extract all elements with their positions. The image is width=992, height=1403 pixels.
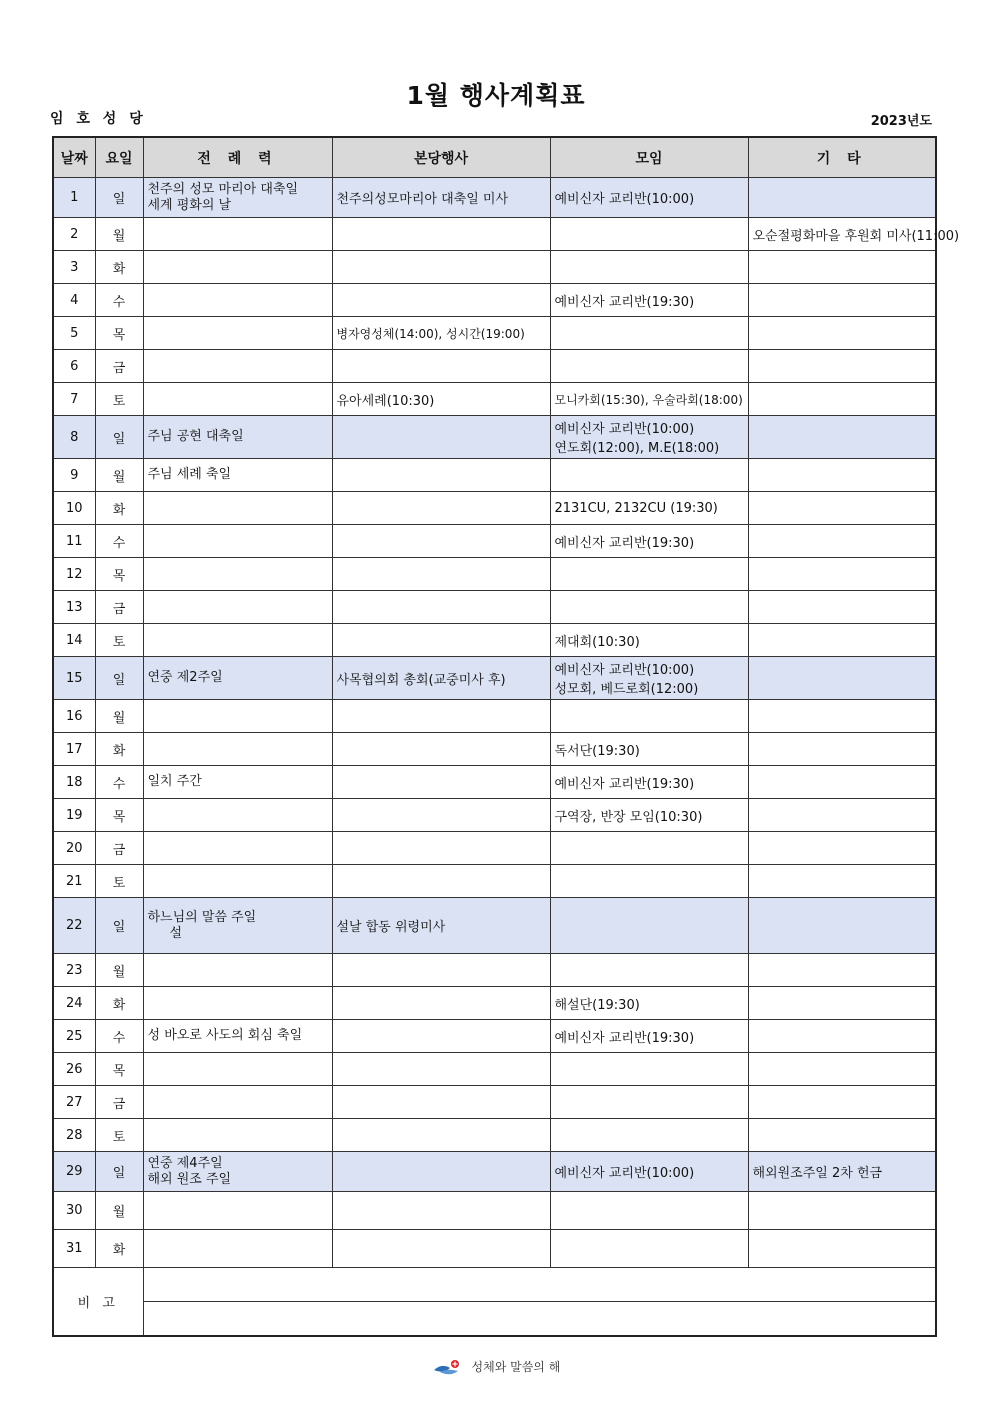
parish-event-cell — [332, 558, 550, 591]
table-row — [53, 1192, 936, 1230]
etc-cell — [748, 1119, 936, 1152]
cell-line: 모니카회(15:30), 우술라회(18:00) — [554, 392, 743, 407]
col-header-date: 날짜 — [53, 137, 95, 178]
parish-event-cell — [332, 218, 550, 251]
table-row — [53, 657, 936, 700]
weekday-cell: 금 — [95, 591, 143, 624]
etc-cell — [748, 733, 936, 766]
liturgy-cell — [143, 1230, 332, 1268]
date-cell: 19 — [53, 799, 95, 832]
etc-cell: 해외원조주일 2차 헌금 — [748, 1152, 936, 1192]
cell-line: 예비신자 교리반(19:30) — [554, 294, 695, 310]
table-row — [53, 459, 936, 492]
parish-event-cell — [332, 1086, 550, 1119]
cell-line: 성 바오로 사도의 회심 축일 — [147, 1028, 303, 1043]
schedule-table — [52, 136, 960, 1337]
etc-cell — [748, 832, 936, 865]
weekday-cell: 화 — [95, 492, 143, 525]
meeting-cell — [550, 733, 748, 766]
table-row — [53, 350, 936, 383]
cell-line: 해외 원조 주일 — [147, 1171, 232, 1187]
etc-cell — [748, 558, 936, 591]
cell-line: 독서단(19:30) — [554, 743, 640, 759]
meeting-cell — [550, 700, 748, 733]
cell-line: 예비신자 교리반(19:30) — [554, 776, 695, 792]
liturgy-cell — [143, 178, 332, 218]
page-title: 1월 행사계획표 — [406, 81, 586, 110]
date-cell: 11 — [53, 525, 95, 558]
liturgy-cell — [143, 284, 332, 317]
meeting-cell — [550, 350, 748, 383]
meeting-cell — [550, 218, 748, 251]
meeting-cell — [550, 251, 748, 284]
liturgy-cell — [143, 700, 332, 733]
date-cell: 17 — [53, 733, 95, 766]
weekday-cell: 일 — [95, 178, 143, 218]
date-cell: 10 — [53, 492, 95, 525]
year-label: 2023년도 — [870, 114, 932, 129]
liturgy-cell — [143, 865, 332, 898]
parish-event-cell — [332, 624, 550, 657]
remarks-label: 비 고 — [53, 1268, 143, 1336]
date-cell: 21 — [53, 865, 95, 898]
cell-line: 연중 제2주일 — [147, 670, 223, 685]
meeting-cell — [550, 459, 748, 492]
date-cell: 1 — [53, 178, 95, 218]
liturgy-cell — [143, 218, 332, 251]
etc-cell — [748, 987, 936, 1020]
meeting-cell — [550, 558, 748, 591]
etc-cell — [748, 1086, 936, 1119]
parish-event-cell: 병자영성체(14:00), 성시간(19:00) — [332, 317, 550, 350]
date-cell: 22 — [53, 898, 95, 954]
weekday-cell: 금 — [95, 350, 143, 383]
table-row — [53, 383, 936, 416]
parish-event-cell — [332, 733, 550, 766]
parish-event-cell — [332, 525, 550, 558]
table-row — [53, 525, 936, 558]
liturgy-cell — [143, 832, 332, 865]
meeting-cell — [550, 954, 748, 987]
table-row — [53, 733, 936, 766]
liturgy-cell — [143, 1086, 332, 1119]
meeting-cell — [550, 865, 748, 898]
cell-line: 예비신자 교리반(19:30) — [554, 535, 695, 551]
cell-line: 주님 공현 대축일 — [147, 429, 244, 444]
weekday-cell: 목 — [95, 317, 143, 350]
weekday-cell: 화 — [95, 987, 143, 1020]
liturgy-cell — [143, 1020, 332, 1053]
table-row — [53, 1053, 936, 1086]
table-row — [53, 1020, 936, 1053]
meeting-cell — [550, 284, 748, 317]
weekday-cell: 금 — [95, 832, 143, 865]
meeting-cell — [550, 1086, 748, 1119]
liturgy-cell — [143, 987, 332, 1020]
cell-line: 세계 평화의 날 — [147, 197, 232, 213]
table-row — [53, 416, 936, 459]
table-row — [53, 766, 936, 799]
meeting-cell — [550, 657, 748, 700]
date-cell: 27 — [53, 1086, 95, 1119]
parish-event-cell: 천주의성모마리아 대축일 미사 — [332, 178, 550, 218]
schedule-body — [53, 178, 960, 1336]
date-cell: 12 — [53, 558, 95, 591]
date-cell: 9 — [53, 459, 95, 492]
liturgy-cell — [143, 459, 332, 492]
cell-line: 예비신자 교리반(19:30) — [554, 1030, 695, 1046]
weekday-cell: 월 — [95, 1192, 143, 1230]
liturgy-cell — [143, 383, 332, 416]
remarks-row — [53, 1302, 936, 1336]
dove-logo-icon — [432, 1359, 462, 1377]
liturgy-cell — [143, 766, 332, 799]
weekday-cell: 월 — [95, 459, 143, 492]
parish-event-cell — [332, 700, 550, 733]
parish-event-cell — [332, 1152, 550, 1192]
meeting-cell — [550, 1152, 748, 1192]
cell-line: 일치 주간 — [147, 774, 202, 789]
cell-line: 예비신자 교리반(10:00) — [554, 192, 695, 207]
liturgy-cell — [143, 898, 332, 954]
liturgy-cell — [143, 416, 332, 459]
cell-line: 제대회(10:30) — [554, 634, 640, 650]
cell-line: 해설단(19:30) — [554, 997, 640, 1013]
etc-cell — [748, 416, 936, 459]
weekday-cell: 목 — [95, 1053, 143, 1086]
date-cell: 16 — [53, 700, 95, 733]
parish-event-cell — [332, 1020, 550, 1053]
cell-line: 하느님의 말씀 주일 — [147, 909, 257, 925]
parish-event-cell — [332, 416, 550, 459]
date-cell: 28 — [53, 1119, 95, 1152]
liturgy-cell — [143, 799, 332, 832]
cell-line: 설 — [169, 925, 183, 941]
etc-cell — [748, 317, 936, 350]
parish-event-cell — [332, 766, 550, 799]
table-row — [53, 987, 936, 1020]
header-row — [53, 137, 936, 178]
weekday-cell: 월 — [95, 218, 143, 251]
table-row — [53, 1119, 936, 1152]
col-header-meeting: 모임 — [550, 137, 748, 178]
parish-event-cell — [332, 865, 550, 898]
etc-cell — [748, 1230, 936, 1268]
etc-cell — [748, 284, 936, 317]
date-cell: 29 — [53, 1152, 95, 1192]
meeting-cell — [550, 591, 748, 624]
date-cell: 3 — [53, 251, 95, 284]
weekday-cell: 월 — [95, 954, 143, 987]
col-header-parish-event: 본당행사 — [332, 137, 550, 178]
parish-event-cell — [332, 591, 550, 624]
weekday-cell: 일 — [95, 898, 143, 954]
weekday-cell: 토 — [95, 865, 143, 898]
weekday-cell: 토 — [95, 624, 143, 657]
parish-event-cell — [332, 1230, 550, 1268]
table-row — [53, 799, 936, 832]
cell-line: 예비신자 교리반(10:00) — [554, 663, 695, 678]
etc-cell: 오순절평화마을 후원회 미사(11:00) — [748, 218, 936, 251]
table-row — [53, 898, 936, 954]
meeting-cell — [550, 416, 748, 459]
parish-event-cell — [332, 492, 550, 525]
parish-event-cell — [332, 350, 550, 383]
meeting-cell — [550, 1119, 748, 1152]
meeting-cell — [550, 1053, 748, 1086]
cell-line: 구역장, 반장 모임(10:30) — [554, 809, 703, 825]
meeting-cell — [550, 1192, 748, 1230]
liturgy-cell — [143, 317, 332, 350]
etc-cell — [748, 525, 936, 558]
weekday-cell: 월 — [95, 700, 143, 733]
table-row — [53, 1230, 936, 1268]
liturgy-cell — [143, 251, 332, 284]
table-row — [53, 832, 936, 865]
etc-cell — [748, 865, 936, 898]
etc-cell — [748, 799, 936, 832]
table-row — [53, 251, 936, 284]
date-cell: 14 — [53, 624, 95, 657]
table-row — [53, 558, 936, 591]
weekday-cell: 수 — [95, 766, 143, 799]
liturgy-cell — [143, 657, 332, 700]
date-cell: 30 — [53, 1192, 95, 1230]
weekday-cell: 화 — [95, 251, 143, 284]
date-cell: 20 — [53, 832, 95, 865]
weekday-cell: 일 — [95, 416, 143, 459]
weekday-cell: 일 — [95, 1152, 143, 1192]
meeting-cell — [550, 624, 748, 657]
liturgy-cell — [143, 492, 332, 525]
liturgy-cell — [143, 591, 332, 624]
etc-cell — [748, 1192, 936, 1230]
date-cell: 6 — [53, 350, 95, 383]
cell-line: 2131CU, 2132CU (19:30) — [554, 500, 718, 516]
date-cell: 26 — [53, 1053, 95, 1086]
footer — [0, 1358, 992, 1377]
parish-event-cell — [332, 1053, 550, 1086]
etc-cell — [748, 657, 936, 700]
meeting-cell — [550, 987, 748, 1020]
weekday-cell: 수 — [95, 525, 143, 558]
date-cell: 23 — [53, 954, 95, 987]
parish-event-cell: 설날 합동 위령미사 — [332, 898, 550, 954]
table-row — [53, 1152, 936, 1192]
remarks-line-1 — [143, 1268, 936, 1302]
date-cell: 8 — [53, 416, 95, 459]
table-row — [53, 865, 936, 898]
meeting-cell — [550, 1020, 748, 1053]
table-row — [53, 1086, 936, 1119]
date-cell: 25 — [53, 1020, 95, 1053]
liturgy-cell — [143, 954, 332, 987]
etc-cell — [748, 591, 936, 624]
weekday-cell: 토 — [95, 383, 143, 416]
table-row — [53, 178, 936, 218]
etc-cell — [748, 700, 936, 733]
etc-cell — [748, 459, 936, 492]
parish-event-cell — [332, 1119, 550, 1152]
liturgy-cell — [143, 558, 332, 591]
meeting-cell — [550, 1230, 748, 1268]
cell-line: 연도회(12:00), M.E(18:00) — [554, 441, 720, 456]
weekday-cell: 일 — [95, 657, 143, 700]
liturgy-cell — [143, 525, 332, 558]
etc-cell — [748, 1053, 936, 1086]
remarks-row — [53, 1268, 936, 1302]
parish-event-cell — [332, 284, 550, 317]
etc-cell — [748, 178, 936, 218]
table-row — [53, 492, 936, 525]
cell-line: 예비신자 교리반(10:00) — [554, 1166, 695, 1181]
etc-cell — [748, 383, 936, 416]
weekday-cell: 화 — [95, 733, 143, 766]
etc-cell — [748, 954, 936, 987]
col-header-etc: 기 타 — [748, 137, 936, 178]
weekday-cell: 화 — [95, 1230, 143, 1268]
date-cell: 2 — [53, 218, 95, 251]
table-row — [53, 317, 936, 350]
weekday-cell: 수 — [95, 1020, 143, 1053]
remarks-line-2 — [143, 1302, 936, 1336]
parish-event-cell — [332, 1192, 550, 1230]
meeting-cell — [550, 766, 748, 799]
cell-line: 연중 제4주일 — [147, 1155, 223, 1171]
weekday-cell: 수 — [95, 284, 143, 317]
weekday-cell: 금 — [95, 1086, 143, 1119]
cell-line: 성모회, 베드로회(12:00) — [554, 682, 699, 697]
parish-event-cell — [332, 987, 550, 1020]
etc-cell — [748, 492, 936, 525]
meeting-cell — [550, 492, 748, 525]
meeting-cell — [550, 525, 748, 558]
meeting-cell — [550, 799, 748, 832]
parish-event-cell — [332, 799, 550, 832]
date-cell: 13 — [53, 591, 95, 624]
meeting-cell — [550, 178, 748, 218]
etc-cell — [748, 350, 936, 383]
church-name: 임 호 성 당 — [50, 111, 147, 127]
etc-cell — [748, 766, 936, 799]
date-cell: 7 — [53, 383, 95, 416]
weekday-cell: 토 — [95, 1119, 143, 1152]
liturgy-cell — [143, 350, 332, 383]
cell-line: 예비신자 교리반(10:00) — [554, 422, 695, 437]
table-row — [53, 284, 936, 317]
parish-event-cell: 사목협의회 총회(교중미사 후) — [332, 657, 550, 700]
meeting-cell — [550, 898, 748, 954]
liturgy-cell — [143, 1192, 332, 1230]
table-row — [53, 591, 936, 624]
meeting-cell — [550, 383, 748, 416]
etc-cell — [748, 624, 936, 657]
parish-event-cell — [332, 251, 550, 284]
liturgy-cell — [143, 1053, 332, 1086]
liturgy-cell — [143, 1152, 332, 1192]
date-cell: 5 — [53, 317, 95, 350]
date-cell: 31 — [53, 1230, 95, 1268]
date-cell: 4 — [53, 284, 95, 317]
etc-cell — [748, 251, 936, 284]
col-header-weekday: 요일 — [95, 137, 143, 178]
liturgy-cell — [143, 1119, 332, 1152]
cell-line: 천주의 성모 마리아 대축일 — [147, 181, 299, 197]
date-cell: 15 — [53, 657, 95, 700]
meeting-cell — [550, 832, 748, 865]
parish-event-cell: 유아세례(10:30) — [332, 383, 550, 416]
etc-cell — [748, 898, 936, 954]
date-cell: 24 — [53, 987, 95, 1020]
table-row — [53, 954, 936, 987]
etc-cell — [748, 1020, 936, 1053]
parish-event-cell — [332, 954, 550, 987]
footer-text: 성체와 말씀의 해 — [471, 1360, 561, 1374]
meeting-cell — [550, 317, 748, 350]
weekday-cell: 목 — [95, 558, 143, 591]
parish-event-cell — [332, 459, 550, 492]
date-cell: 18 — [53, 766, 95, 799]
cell-line: 주님 세례 축일 — [147, 467, 232, 482]
table-row — [53, 624, 936, 657]
table-row — [53, 700, 936, 733]
liturgy-cell — [143, 733, 332, 766]
table-row — [53, 218, 936, 251]
col-header-liturgy: 전 례 력 — [143, 137, 332, 178]
weekday-cell: 목 — [95, 799, 143, 832]
parish-event-cell — [332, 832, 550, 865]
liturgy-cell — [143, 624, 332, 657]
